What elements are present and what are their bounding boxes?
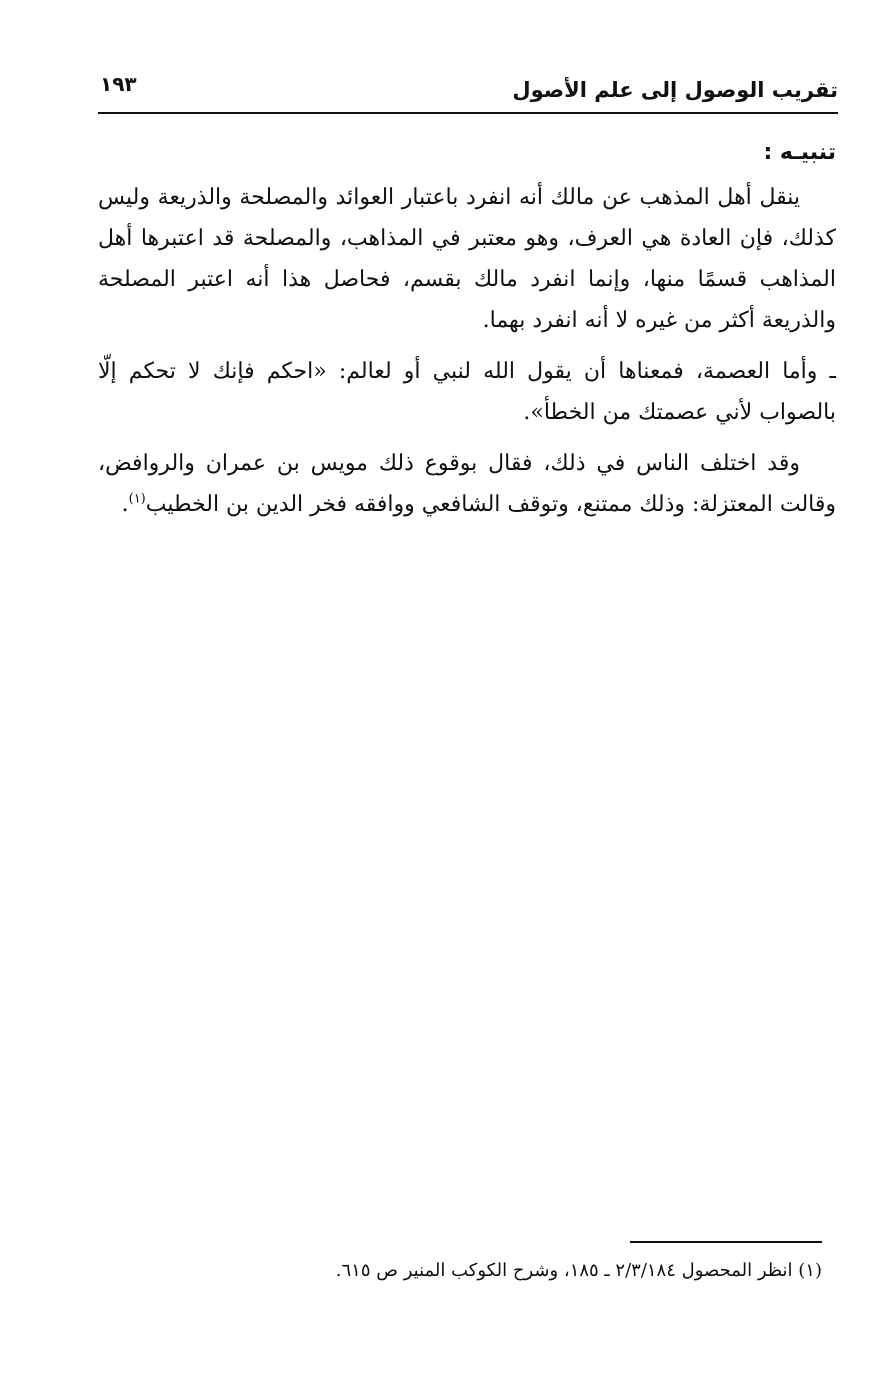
page-header bbox=[100, 70, 838, 110]
paragraph-1: ينقل أهل المذهب عن مالك أنه انفرد باعتبار العوائد والمصلحة والذريعة وليس كذلك، فإن العادة هي العرف، وهو معتبر في المذاهب، والمصلحة قد اعتبرها أهل المذاهب قسمًا منها، وإنما انفرد مالك بقسم، فحاصل هذا أنه اعتبر المصلحة والذريعة أكثر من غيره لا أنه انفرد بهما. bbox=[98, 185, 836, 333]
section-heading: تنبيـه : bbox=[763, 140, 836, 165]
footnote-marker[interactable]: (١) bbox=[128, 491, 146, 507]
footnote-divider bbox=[630, 1241, 822, 1243]
paragraph-2: ـ وأما العصمة، فمعناها أن يقول الله لنبي أو لعالم: «احكم فإنك لا تحكم إلّا بالصواب لأني عصمتك من الخطأ». bbox=[98, 359, 836, 425]
paragraph-3-text: وقد اختلف الناس في ذلك، فقال بوقوع ذلك مويس بن عمران والروافض، وقالت المعتزلة: وذلك ممتنع، وتوقف الشافعي ووافقه فخر الدين بن الخطيب bbox=[98, 451, 836, 517]
paragraph-3-period: . bbox=[121, 492, 129, 517]
paragraph-3 bbox=[98, 443, 836, 525]
header-divider bbox=[98, 112, 838, 114]
main-text bbox=[98, 132, 836, 535]
page-number: ١٩٣ bbox=[100, 72, 137, 96]
footnote: (١) انظر المحصول ٢/٣/١٨٤ ـ ١٨٥، وشرح الكوكب المنير ص ٦١٥. bbox=[335, 1260, 822, 1281]
book-title: تقريب الوصول إلى علم الأصول bbox=[512, 78, 838, 102]
